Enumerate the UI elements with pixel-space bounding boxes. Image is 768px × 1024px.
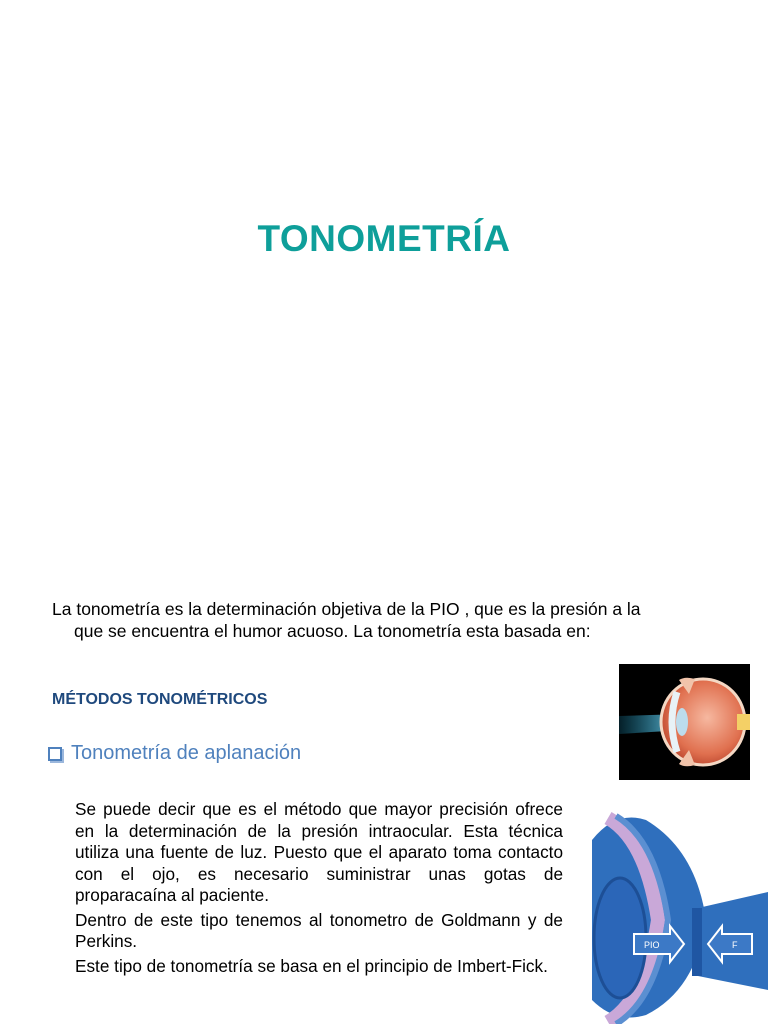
- bullet-text: Tonometría de aplanación: [71, 742, 302, 764]
- page-title: TONOMETRÍA: [257, 218, 511, 259]
- paragraph-1: Se puede decir que es el método que mayor precisión ofrece en la determinación de la presión intraocular. Esta técnica utiliza una fuente de luz. Puesto que el aparato toma contacto con el ojo, es necesario suministrar unas gotas de proparacaína al paciente.: [75, 799, 563, 905]
- checkbox-icon: [48, 747, 62, 761]
- intro-line-2: que se encuentra el humor acuoso. La tonometría esta basada en:: [74, 621, 591, 641]
- bullet-item: [48, 742, 301, 765]
- intro-paragraph: [52, 598, 742, 642]
- methods-heading: MÉTODOS TONOMÉTRICOS: [52, 691, 268, 708]
- f-label: F: [732, 940, 738, 950]
- paragraph-2: Dentro de este tipo tenemos al tonometro de Goldmann y de Perkins.: [75, 909, 563, 951]
- paragraph-3: Este tipo de tonometría se basa en el principio de Imbert-Fick.: [75, 955, 548, 976]
- pio-label: PIO: [644, 940, 660, 950]
- body-text: [75, 799, 563, 980]
- intro-line-1: La tonometría es la determinación objetiva de la PIO , que es la presión a la: [52, 599, 641, 619]
- eye-illustration: [619, 664, 750, 780]
- applanation-diagram: [586, 810, 768, 1024]
